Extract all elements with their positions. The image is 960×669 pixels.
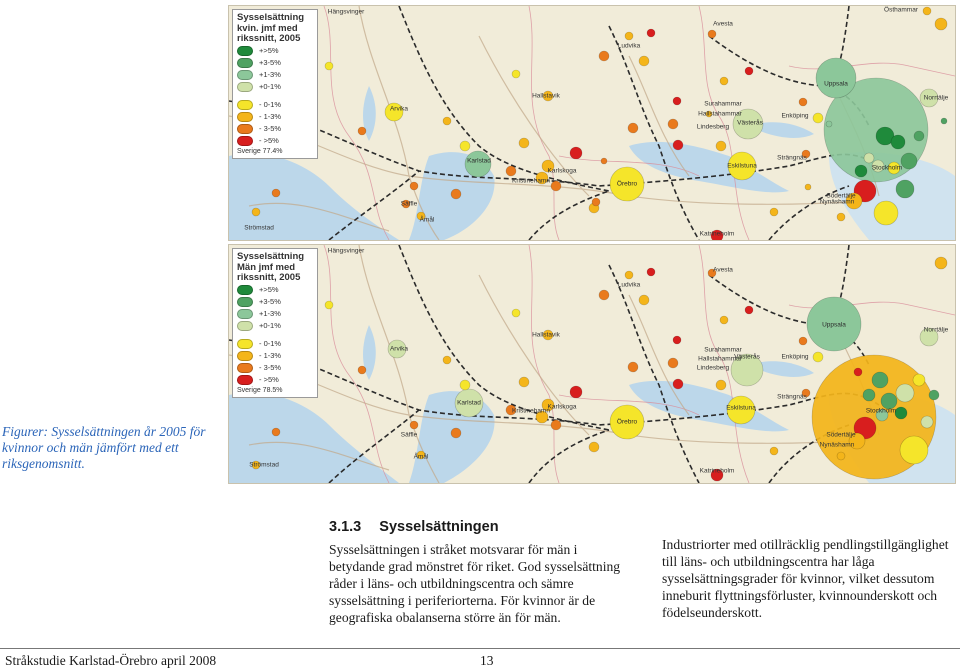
place-label: Karlstad: [467, 157, 491, 165]
swatch-yellow: [237, 100, 253, 110]
legend-label: - 0-1%: [259, 339, 282, 348]
place-label: Lindesberg: [696, 123, 730, 131]
place-label: Uppsala: [822, 321, 846, 329]
place-label: Nynäshamn: [819, 198, 855, 206]
legend-label: - 1-3%: [259, 351, 282, 360]
place-label: Katrineholm: [699, 467, 735, 475]
legend-item: [237, 296, 313, 308]
place-label: Eskilstuna: [727, 162, 757, 170]
map-men-graphic: [229, 245, 955, 483]
place-label: Västerås: [734, 353, 760, 361]
section-number: 3.1.3: [329, 519, 362, 535]
swatch-orange: [237, 124, 253, 134]
place-label: Hängsvinger: [327, 247, 365, 255]
place-label: Hallstavik: [532, 331, 560, 339]
place-label: Säffle: [400, 431, 418, 439]
legend-label: - >5%: [259, 375, 279, 384]
place-label: Enköping: [781, 112, 809, 120]
map-women: [228, 5, 956, 241]
figure-caption: Figurer: Sysselsättningen år 2005 för kvinnor och män jämfört med ett riksgenomsnitt.: [2, 424, 206, 471]
legend-total: Sverige 78.5%: [237, 386, 283, 394]
page-number: 13: [480, 653, 494, 668]
legend-item: [237, 135, 313, 147]
place-label: Hängsvinger: [327, 8, 365, 16]
map-women-graphic: [229, 6, 955, 240]
place-label: Surahammar: [704, 100, 742, 108]
swatch-green-pale: [237, 321, 253, 331]
legend-label: - 0-1%: [259, 100, 282, 109]
swatch-green-strong: [237, 285, 253, 295]
place-label: Karlstad: [457, 399, 481, 407]
legend-item: [237, 69, 313, 81]
legend-label: - 1-3%: [259, 112, 282, 121]
section-title: Sysselsättningen: [379, 519, 499, 535]
place-label: Åmål: [413, 453, 429, 461]
place-label: Hallstahammar: [698, 355, 742, 363]
swatch-red: [237, 375, 253, 385]
legend-item: [237, 308, 313, 320]
legend-item: [237, 374, 313, 386]
legend-item: [237, 45, 313, 57]
place-label: Strängnäs: [777, 154, 807, 162]
legend-item: [237, 99, 313, 111]
place-label: Avesta: [713, 266, 733, 274]
legend-label: +1-3%: [259, 70, 281, 79]
legend-item: [237, 350, 313, 362]
swatch-green-strong: [237, 46, 253, 56]
legend-label: +3-5%: [259, 58, 281, 67]
swatch-green-mid: [237, 58, 253, 68]
swatch-green-light: [237, 70, 253, 80]
swatch-yellow: [237, 339, 253, 349]
place-label: Östhammar: [884, 6, 918, 14]
place-label: Avesta: [713, 20, 733, 28]
place-label: Karlskoga: [547, 403, 577, 411]
place-label: Strängnäs: [777, 393, 807, 401]
place-label: Ludvika: [617, 281, 641, 289]
place-label: Ludvika: [617, 42, 641, 50]
place-label: Hallstahammar: [698, 110, 742, 118]
swatch-red: [237, 136, 253, 146]
place-label: Kristinehamn: [512, 407, 550, 415]
swatch-orange: [237, 363, 253, 373]
place-label: Södertälje: [826, 192, 856, 200]
legend-label: +0-1%: [259, 321, 281, 330]
place-label: Norrtälje: [923, 94, 949, 102]
legend-total: Sverige 77.4%: [237, 147, 283, 155]
legend-label: - 3-5%: [259, 363, 282, 372]
legend-item: [237, 284, 313, 296]
legend-label: +3-5%: [259, 297, 281, 306]
legend-label: +>5%: [259, 285, 279, 294]
place-label: Nynäshamn: [819, 441, 855, 449]
place-label: Säffle: [400, 200, 418, 208]
place-label: Eskilstuna: [726, 404, 756, 412]
footer-divider: [0, 648, 960, 649]
legend-title: Sysselsättning kvin. jmf med rikssnitt, 2005: [237, 12, 305, 44]
place-label: Hallstavik: [532, 92, 560, 100]
place-label: Örebro: [616, 180, 638, 188]
place-label: Surahammar: [704, 346, 742, 354]
legend-item: [237, 81, 313, 93]
swatch-green-mid: [237, 297, 253, 307]
map-men-legend: [232, 248, 318, 398]
body-text-left: Sysselsättningen i stråket motsvarar för män i betydande grad mönstret för riket. God sysselsättning råder i läns- och utbildningscentra och sämre sysselsättning i periferiorterna. För kvinnor är de geografiska obalanserna större än för män.: [329, 542, 621, 625]
place-label: Lindesberg: [696, 364, 730, 372]
map-men: [228, 244, 956, 484]
place-label: Katrineholm: [699, 230, 735, 238]
place-label: Strömstad: [249, 461, 279, 469]
map-women-legend: [232, 9, 318, 159]
legend-title: Sysselsättning Män jmf med rikssnitt, 2005: [237, 251, 305, 283]
place-label: Karlskoga: [547, 167, 577, 175]
place-label: Kristinehamn: [512, 177, 550, 185]
legend-item: [237, 123, 313, 135]
footer-title: Stråkstudie Karlstad-Örebro april 2008: [5, 653, 217, 668]
place-label: Stockholm: [871, 164, 903, 172]
legend-item: [237, 362, 313, 374]
place-label: Åmål: [419, 216, 435, 224]
legend-item: [237, 111, 313, 123]
legend-label: +0-1%: [259, 82, 281, 91]
legend-label: +1-3%: [259, 309, 281, 318]
legend-item: [237, 57, 313, 69]
legend-item: [237, 320, 313, 332]
legend-label: - 3-5%: [259, 124, 282, 133]
place-label: Stockholm: [865, 407, 897, 415]
place-label: Arvika: [389, 105, 409, 113]
legend-label: +>5%: [259, 46, 279, 55]
swatch-green-light: [237, 309, 253, 319]
swatch-yellow-orange: [237, 112, 253, 122]
legend-item: [237, 338, 313, 350]
place-label: Södertälje: [826, 431, 856, 439]
body-text-right: Industriorter med otillräcklig pendlingstillgänglighet till läns- och utbildningscentra har låga sysselsättningsgrader för kvinnor, vilket dessutom inneburit flyttningsförluster, kvinnounderskott och födelseunderskott.: [662, 537, 949, 620]
place-label: Örebro: [616, 418, 638, 426]
legend-label: - >5%: [259, 136, 279, 145]
place-label: Strömstad: [244, 224, 274, 232]
place-label: Enköping: [781, 353, 809, 361]
swatch-green-pale: [237, 82, 253, 92]
place-label: Arvika: [389, 345, 409, 353]
swatch-yellow-orange: [237, 351, 253, 361]
section-heading: [329, 519, 499, 535]
place-label: Norrtälje: [923, 326, 949, 334]
place-label: Uppsala: [824, 80, 848, 88]
place-label: Västerås: [737, 119, 763, 127]
